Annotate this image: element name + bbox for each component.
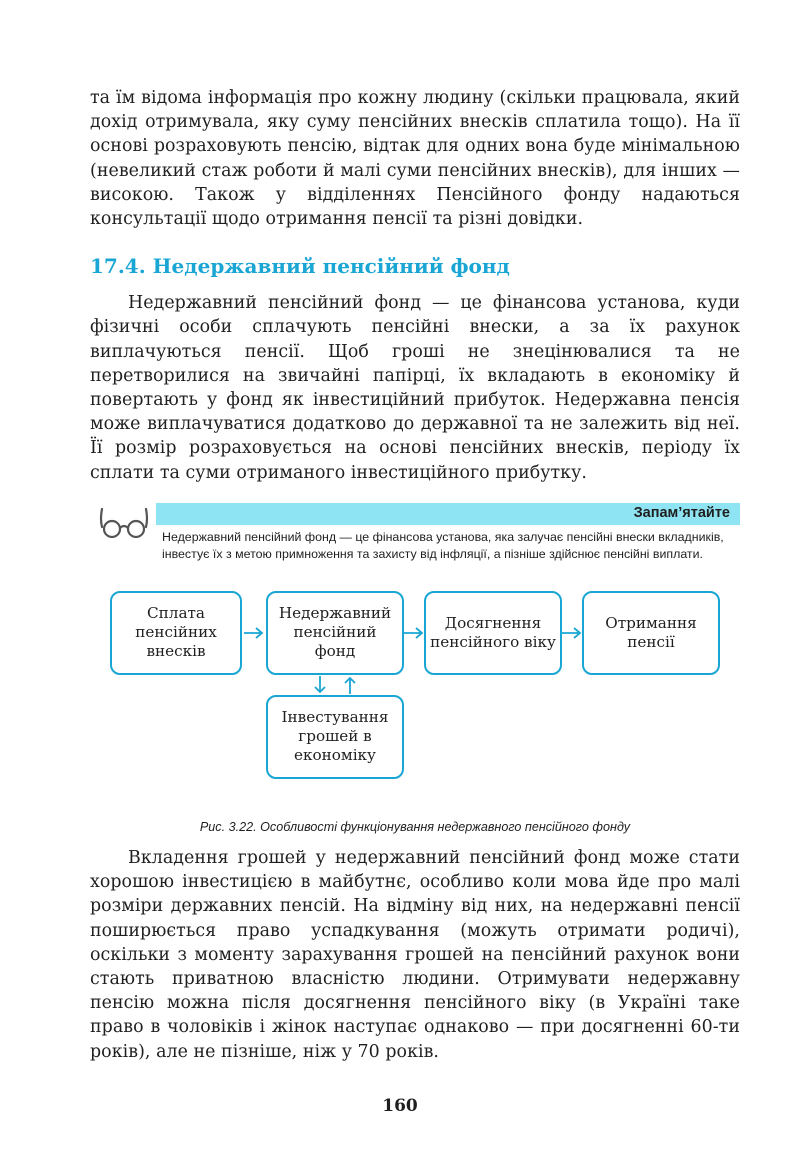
closing-section — [90, 846, 740, 1064]
section-title: 17.4. Недержавний пенсійний фонд — [90, 254, 510, 279]
section-paragraph: Недержавний пенсійний фонд — це фінансова установа, куди фізичні особи сплачують пенсійні внески, а за їх рахунок виплачуються пенсії. Щоб гроші не знецінювалися та не перетворилися на звичайні папірці, їх вкладають в економіку й повертають у фонд як інвестиційний прибуток. Недержавна пенсія може виплачуватися додатково до державної та не залежить від неї. Її розмір розраховується на основі пенсійних внесків, періоду їх сплати та суми отриманого інвестиційного прибутку. — [90, 293, 740, 483]
arrow-right-icon — [560, 625, 584, 641]
box-receive-pension: Отримання пенсії — [582, 591, 720, 675]
arrow-right-icon — [242, 625, 266, 641]
box-contributions: Сплата пенсійних внесків — [110, 591, 242, 675]
remember-box — [90, 503, 740, 587]
box-retirement-age: Досягнення пенсійного віку — [424, 591, 562, 675]
box-fund: Недержавний пенсійний фонд — [266, 591, 404, 675]
page-content — [90, 86, 740, 791]
arrow-up-icon — [342, 675, 358, 695]
closing-paragraph: Вкладення грошей у недержавний пенсійний фонд може стати хорошою інвестицією в майбутнє, особливо коли мова йде про малі розміри державних пенсій. На відміну від них, на недержавні пенсії поширюється право успадкування (можуть отримати родичі), оскільки з моменту зарахування грошей на пенсійний рахунок вони стають приватною власністю людини. Отримувати недержавну пенсію можна після досягнення пенсійного віку (в Україні таке право в чоловіків і жінок наступає однаково — при досягненні 60-ти років), але не пізніше, ніж у 70 років. — [90, 848, 740, 1062]
remember-text: Недержавний пенсійний фонд — це фінансова установа, яка залучає пенсійні внески вкладників, інвестує їх з метою примноження та захисту від інфляції, а пізніше здійснює пенсійні виплати. — [162, 529, 724, 561]
arrow-right-icon — [402, 625, 426, 641]
box-investing: Інвестування грошей в економіку — [266, 695, 404, 779]
remember-title: Запам’ятайте — [633, 504, 730, 521]
flow-diagram — [90, 591, 740, 791]
page-number: 160 — [382, 1096, 418, 1116]
intro-paragraph: та їм відома інформація про кожну людину (скільки працювала, який дохід отримувала, яку суму пенсійних внесків сплатила тощо). На її основі розраховують пенсію, відтак для одних вона буде мінімальною (невеликий стаж роботи й малі суми пенсійних внесків), для інших — високою. Також у відділеннях Пенсійного фонду надаються консультації щодо отримання пенсії та різні довідки. — [90, 88, 740, 230]
remember-header-bar — [156, 503, 740, 525]
figure-caption: Рис. 3.22. Особливості функціонування недержавного пенсійного фонду — [199, 820, 631, 834]
glasses-icon — [98, 505, 150, 539]
arrow-down-icon — [312, 675, 328, 695]
